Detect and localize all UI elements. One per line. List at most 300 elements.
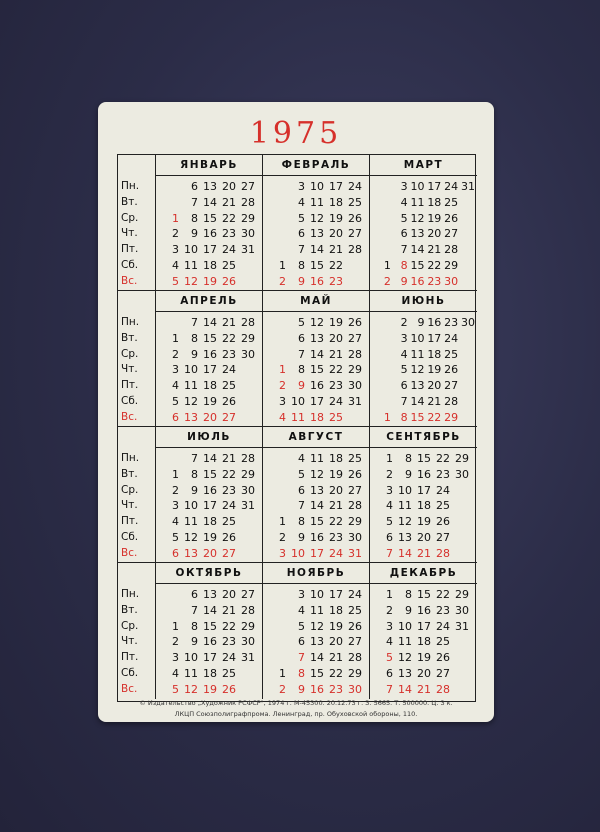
day-number: 18 (203, 515, 217, 529)
day-number: 23 (427, 274, 442, 288)
day-number: 11 (310, 195, 324, 209)
day-number (269, 650, 288, 666)
day-number: 14 (410, 243, 425, 257)
day-number: 23 (222, 227, 236, 241)
day-number: 17 (310, 394, 324, 408)
day-number (376, 211, 393, 227)
day-number: 25 (436, 499, 450, 513)
day-number: 22 (427, 258, 442, 272)
day-number (376, 347, 393, 363)
day-number (376, 226, 393, 242)
day-number: 27 (348, 635, 362, 649)
day-number: 5 (386, 651, 393, 665)
day-number (452, 650, 471, 666)
day-number: 24 (444, 180, 459, 193)
day-number: 6 (191, 588, 198, 601)
week-column (181, 179, 200, 290)
day-name-label: Чт. (121, 635, 138, 648)
day-number: 16 (427, 316, 442, 329)
day-number: 17 (427, 331, 442, 345)
day-number: 16 (310, 274, 324, 288)
week-column (219, 451, 238, 562)
day-number (460, 274, 477, 290)
day-number (460, 211, 477, 227)
month-block (156, 155, 263, 291)
day-number (460, 410, 477, 426)
day-number (269, 315, 288, 331)
day-number: 20 (329, 331, 343, 345)
day-number: 15 (203, 467, 217, 481)
day-number: 7 (400, 243, 408, 257)
day-number: 11 (410, 195, 425, 209)
day-number: 18 (427, 195, 442, 209)
day-name-label: Пн. (121, 180, 140, 192)
day-number: 22 (329, 258, 343, 272)
day-number: 11 (398, 499, 412, 513)
day-number (162, 451, 181, 467)
day-number: 2 (172, 483, 179, 497)
day-number: 29 (348, 515, 362, 529)
week-column (345, 587, 364, 698)
week-column (200, 179, 219, 290)
day-number: 22 (222, 331, 236, 345)
day-number (238, 682, 257, 698)
day-number: 28 (348, 651, 362, 665)
day-name-label: Вт. (121, 603, 138, 616)
day-number (238, 258, 257, 274)
day-number: 15 (417, 452, 431, 465)
day-number: 9 (400, 274, 408, 288)
day-number: 20 (427, 379, 442, 393)
month-name: МАЙ (263, 291, 369, 312)
day-number: 21 (427, 243, 442, 257)
day-number: 3 (279, 546, 286, 560)
day-number: 31 (348, 394, 362, 408)
day-number: 19 (329, 211, 343, 225)
day-number: 14 (310, 347, 324, 361)
day-number: 25 (222, 258, 236, 272)
day-number: 29 (241, 211, 255, 225)
month-name: ОКТЯБРЬ (156, 563, 262, 584)
day-number: 5 (172, 530, 179, 544)
day-number: 2 (400, 316, 408, 329)
day-number: 26 (444, 211, 459, 225)
day-number: 27 (222, 546, 236, 560)
week-column (410, 315, 427, 426)
day-number: 2 (279, 379, 286, 393)
day-number: 22 (436, 588, 450, 601)
day-number: 3 (400, 180, 408, 193)
month-block (263, 563, 370, 699)
day-number: 11 (184, 515, 198, 529)
day-number: 22 (222, 619, 236, 633)
day-number: 3 (172, 243, 179, 257)
day-number (269, 347, 288, 363)
day-number: 21 (329, 243, 343, 257)
day-name-label: Вс. (121, 546, 138, 559)
day-number: 13 (203, 180, 217, 193)
day-number: 30 (241, 635, 255, 649)
day-number: 3 (298, 180, 305, 193)
day-number: 10 (184, 499, 198, 513)
day-number: 22 (436, 452, 450, 465)
day-name-label: Сб. (121, 394, 139, 407)
day-number: 8 (191, 331, 198, 345)
month-block (370, 563, 477, 699)
day-number: 12 (410, 363, 425, 377)
day-number: 10 (310, 180, 324, 193)
imprint-line-2: ЛКЦП Союзполиграфпрома. Ленинград, пр. Обуховской обороны, 110. (174, 710, 418, 718)
day-number: 16 (203, 227, 217, 241)
day-number: 25 (222, 515, 236, 529)
day-number: 9 (191, 227, 198, 241)
day-number: 4 (298, 195, 305, 209)
month-name: АПРЕЛЬ (156, 291, 262, 312)
day-number (269, 226, 288, 242)
day-number: 21 (427, 394, 442, 408)
week-column (395, 451, 414, 562)
day-number: 30 (444, 274, 459, 288)
day-number: 31 (460, 180, 475, 193)
day-number: 17 (329, 180, 343, 193)
week-column (410, 179, 427, 290)
day-number: 29 (444, 410, 459, 424)
day-number: 30 (348, 530, 362, 544)
day-number: 30 (348, 379, 362, 393)
week-column (238, 451, 257, 562)
day-number: 29 (348, 363, 362, 377)
day-number: 27 (348, 227, 362, 241)
week-column (460, 179, 477, 290)
day-number: 24 (348, 180, 362, 193)
day-number: 6 (191, 180, 198, 193)
day-number (452, 514, 471, 530)
day-number (376, 394, 393, 410)
day-number (376, 242, 393, 258)
day-number: 14 (310, 243, 324, 257)
day-number: 23 (444, 316, 459, 329)
day-number: 14 (398, 682, 412, 696)
day-number: 3 (279, 394, 286, 408)
day-number: 27 (436, 666, 450, 680)
week-column (219, 179, 238, 290)
week-column (433, 451, 452, 562)
week-column (238, 587, 257, 698)
day-number (269, 619, 288, 635)
day-number: 18 (203, 666, 217, 680)
week-column (238, 179, 257, 290)
day-number: 13 (184, 546, 198, 560)
day-name-label: Сб. (121, 530, 139, 543)
day-number: 6 (298, 483, 305, 497)
day-number: 7 (298, 347, 305, 361)
day-name-label: Ср. (121, 211, 139, 224)
day-number: 25 (348, 603, 362, 617)
week-column (433, 587, 452, 698)
day-number: 17 (203, 243, 217, 257)
day-number: 23 (436, 603, 450, 617)
week-column (162, 587, 181, 698)
day-number: 24 (329, 546, 343, 560)
day-number (452, 682, 471, 698)
pocket-calendar-card (98, 102, 494, 722)
week-column (200, 451, 219, 562)
day-number (238, 378, 257, 394)
month-block (156, 427, 263, 563)
day-number: 18 (310, 410, 324, 424)
day-number: 8 (400, 258, 408, 272)
day-number (376, 195, 393, 211)
day-number (269, 211, 288, 227)
month-block (370, 155, 477, 291)
day-number: 14 (203, 603, 217, 617)
day-number (376, 315, 393, 331)
day-number (345, 258, 364, 274)
day-number: 11 (184, 666, 198, 680)
day-number: 4 (386, 635, 393, 649)
day-number: 9 (191, 483, 198, 497)
day-number: 22 (222, 467, 236, 481)
month-name: СЕНТЯБРЬ (370, 427, 477, 448)
day-number: 13 (203, 588, 217, 601)
day-number: 6 (400, 227, 408, 241)
week-column (376, 315, 393, 426)
week-column (288, 315, 307, 426)
day-number: 28 (241, 316, 255, 329)
day-number: 9 (191, 635, 198, 649)
day-number (460, 347, 477, 363)
day-number: 26 (222, 274, 236, 288)
day-number: 25 (222, 379, 236, 393)
day-number: 6 (298, 227, 305, 241)
day-number: 29 (348, 666, 362, 680)
day-number: 10 (291, 394, 305, 408)
day-number: 8 (298, 258, 305, 272)
day-number: 28 (348, 347, 362, 361)
day-number: 15 (410, 410, 425, 424)
day-number: 27 (241, 180, 255, 193)
day-number: 23 (329, 379, 343, 393)
month-block (263, 291, 370, 427)
day-number (452, 634, 471, 650)
day-number: 22 (427, 410, 442, 424)
day-number: 30 (455, 603, 469, 617)
day-number (376, 179, 393, 195)
day-number: 24 (436, 619, 450, 633)
day-number: 20 (203, 546, 217, 560)
day-number: 6 (400, 379, 408, 393)
day-name-label: Вт. (121, 195, 138, 208)
day-number: 14 (203, 316, 217, 329)
day-number: 5 (400, 363, 408, 377)
day-number: 29 (455, 452, 469, 465)
day-number: 22 (329, 363, 343, 377)
day-number: 16 (410, 274, 425, 288)
day-number: 21 (329, 347, 343, 361)
day-number: 15 (410, 258, 425, 272)
day-number (269, 603, 288, 619)
day-number: 13 (410, 227, 425, 241)
day-number: 25 (348, 195, 362, 209)
day-number: 30 (455, 467, 469, 481)
week-column (307, 451, 326, 562)
day-number: 20 (222, 588, 236, 601)
month-name: ИЮНЬ (370, 291, 477, 312)
day-number: 10 (184, 363, 198, 377)
day-number: 25 (444, 195, 459, 209)
day-number: 8 (191, 211, 198, 225)
day-number: 12 (310, 467, 324, 481)
imprint-line-1: © Издательство „Художник РСФСР", 1974 г. М-45300. 20.12.73 г. З. 5665. Т. 500000. Ц. 3 к. (139, 699, 453, 707)
day-number: 5 (298, 467, 305, 481)
day-number: 8 (405, 588, 412, 601)
day-number: 23 (329, 274, 343, 288)
day-number: 2 (279, 682, 286, 696)
week-column (414, 587, 433, 698)
day-number: 11 (184, 258, 198, 272)
day-number: 26 (222, 394, 236, 408)
day-name-label: Сб. (121, 666, 139, 679)
day-number: 21 (222, 316, 236, 329)
day-number (162, 315, 181, 331)
week-column (345, 315, 364, 426)
day-number: 31 (241, 651, 255, 665)
day-number: 28 (348, 243, 362, 257)
day-number: 3 (298, 588, 305, 601)
day-number: 29 (241, 467, 255, 481)
day-number: 16 (310, 530, 324, 544)
day-number: 6 (172, 546, 179, 560)
day-number: 17 (203, 363, 217, 377)
day-number: 1 (383, 258, 391, 272)
day-number: 26 (436, 515, 450, 529)
day-number: 10 (184, 651, 198, 665)
day-number: 3 (172, 499, 179, 513)
day-number: 28 (444, 243, 459, 257)
publisher-imprint (114, 698, 478, 720)
day-number: 21 (329, 651, 343, 665)
day-number (269, 498, 288, 514)
day-number: 1 (279, 363, 286, 377)
day-number: 18 (203, 379, 217, 393)
month-block (263, 155, 370, 291)
day-name-label: Чт. (121, 227, 138, 240)
day-number: 28 (436, 546, 450, 560)
day-number: 20 (329, 227, 343, 241)
day-number: 5 (172, 394, 179, 408)
day-number: 4 (298, 452, 305, 465)
week-column (219, 587, 238, 698)
day-number: 20 (427, 227, 442, 241)
day-number (376, 331, 393, 347)
day-number: 26 (348, 316, 362, 329)
day-number (345, 410, 364, 426)
day-number (460, 378, 477, 394)
day-name-label: Ср. (121, 619, 139, 632)
day-number: 3 (172, 363, 179, 377)
day-number: 1 (279, 666, 286, 680)
day-number: 16 (417, 603, 431, 617)
day-number: 28 (241, 195, 255, 209)
day-number: 8 (298, 515, 305, 529)
day-number: 31 (241, 243, 255, 257)
day-number: 19 (203, 394, 217, 408)
day-number: 8 (405, 452, 412, 465)
month-block (156, 291, 263, 427)
week-column (376, 451, 395, 562)
day-number: 9 (191, 347, 198, 361)
day-number: 25 (348, 452, 362, 465)
day-number: 25 (329, 410, 343, 424)
week-column (269, 451, 288, 562)
day-number: 13 (310, 483, 324, 497)
day-number: 29 (455, 588, 469, 601)
day-number: 11 (291, 410, 305, 424)
week-column (326, 587, 345, 698)
day-number: 1 (386, 588, 393, 601)
day-number: 11 (184, 379, 198, 393)
day-number: 11 (310, 603, 324, 617)
week-column (452, 587, 471, 698)
day-number: 19 (329, 467, 343, 481)
day-number: 15 (203, 619, 217, 633)
day-number: 3 (386, 483, 393, 497)
day-names-column (118, 155, 156, 291)
day-number: 9 (298, 379, 305, 393)
day-number (238, 394, 257, 410)
day-number: 11 (310, 452, 324, 465)
month-name: ФЕВРАЛЬ (263, 155, 369, 176)
day-number: 7 (400, 394, 408, 408)
day-number: 20 (417, 530, 431, 544)
day-name-label: Чт. (121, 363, 138, 376)
day-number: 8 (191, 467, 198, 481)
day-number: 26 (348, 467, 362, 481)
week-column (162, 179, 181, 290)
day-number: 9 (298, 530, 305, 544)
day-number (238, 546, 257, 562)
day-number: 2 (279, 530, 286, 544)
week-column (452, 451, 471, 562)
day-number: 19 (417, 651, 431, 665)
day-number: 4 (298, 603, 305, 617)
week-column (269, 179, 288, 290)
day-number: 23 (222, 635, 236, 649)
day-number: 20 (417, 666, 431, 680)
day-number: 19 (329, 316, 343, 329)
day-number: 2 (386, 603, 393, 617)
day-number: 20 (203, 410, 217, 424)
day-number: 13 (184, 410, 198, 424)
day-number: 3 (172, 651, 179, 665)
day-number: 2 (386, 467, 393, 481)
month-name: ЯНВАРЬ (156, 155, 262, 176)
day-number: 15 (203, 211, 217, 225)
day-number: 5 (386, 515, 393, 529)
month-block (370, 291, 477, 427)
day-number: 3 (386, 619, 393, 633)
month-name: АВГУСТ (263, 427, 369, 448)
week-column (376, 179, 393, 290)
day-number: 25 (444, 347, 459, 361)
day-number: 13 (410, 379, 425, 393)
day-number: 4 (172, 258, 179, 272)
day-number (269, 451, 288, 467)
day-number (452, 498, 471, 514)
day-number: 1 (279, 258, 286, 272)
day-number: 21 (417, 682, 431, 696)
day-number: 24 (348, 588, 362, 601)
